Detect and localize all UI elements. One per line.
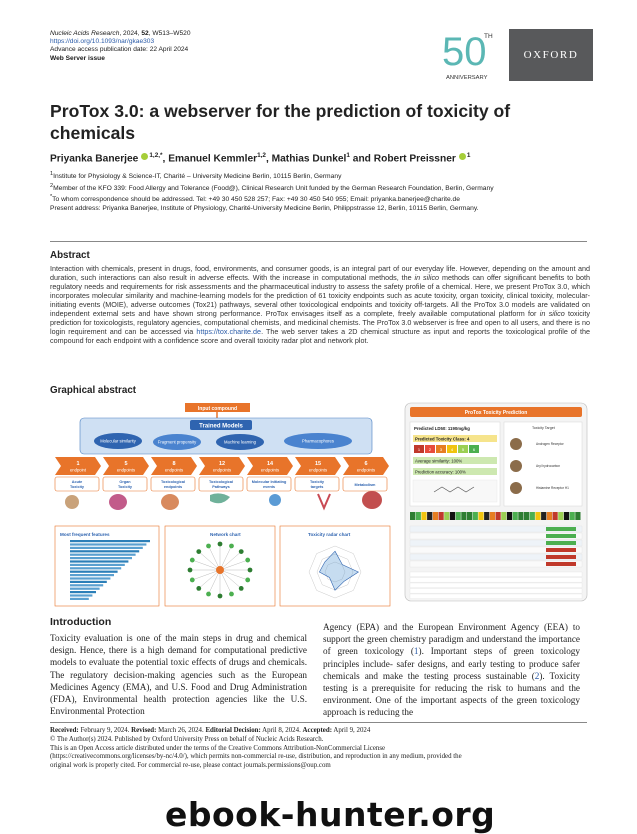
feature-bar	[70, 560, 128, 562]
category-label: targets	[310, 485, 324, 489]
strip-cell	[450, 512, 455, 520]
target-label: Androgen Receptor	[536, 442, 564, 446]
strip-cell	[496, 512, 501, 520]
organ-icon	[109, 494, 127, 510]
endpoint-label: endpoints	[164, 467, 184, 473]
table-status-cell	[546, 555, 576, 559]
model-label: Machine learning	[224, 439, 256, 445]
target-label: Histamine Receptor H1	[536, 486, 569, 490]
category-label: Toxicity	[309, 480, 325, 484]
orcid-icon[interactable]	[141, 153, 148, 160]
network-node	[239, 549, 244, 554]
paper-title: ProTox 3.0: a webserver for the prediction of toxicity of chemicals	[50, 101, 511, 143]
endpoint-label: endpoints	[260, 467, 280, 473]
table-status-cell	[546, 527, 576, 531]
category-label: Molecular Initiating	[251, 480, 287, 484]
strip-cell	[535, 512, 540, 520]
class-cell-label: 5	[461, 447, 465, 452]
class-cell-label: 3	[439, 447, 443, 452]
strip-cell	[524, 512, 529, 520]
network-chart	[188, 542, 253, 599]
feature-bar	[70, 554, 136, 556]
strip-cell	[518, 512, 523, 520]
author-4[interactable]: Robert Preissner	[373, 153, 456, 165]
network-node	[196, 586, 201, 591]
network-node	[229, 544, 234, 549]
author-list: Priyanka Banerjee $^{1,2,*}$, Emanuel Kemmler$^{1,2}$, Mathias Dunkel$^1$ and Robert Preissner $^1$	[50, 152, 471, 165]
category-label: Acute	[71, 480, 83, 484]
network-node	[196, 549, 201, 554]
category-label: Pathways	[212, 485, 230, 489]
strip-cell	[484, 512, 489, 520]
class-cell-label: 1	[417, 447, 421, 452]
strip-cell	[490, 512, 495, 520]
license-line: (https://creativecommons.org/licenses/by-nc/4.0/), which permits non-commercial re-use, distribution, and reproduction in any medium, provided the	[50, 753, 462, 761]
table-row	[410, 583, 582, 588]
article-footer	[50, 727, 595, 771]
orcid-icon[interactable]	[459, 153, 466, 160]
input-compound-label: Input compound	[197, 406, 238, 412]
network-center-node	[216, 566, 224, 574]
network-node	[206, 592, 211, 597]
table-row	[410, 589, 582, 594]
affiliation-1: $^1$Institute for Physiology & Science-IT, Charité – University Medicine Berlin, 10115 Berlin, Germany	[50, 171, 342, 181]
panel-title: Toxicity radar chart	[308, 532, 351, 537]
abstract-text: Interaction with chemicals, present in drugs, food, environments, and consumer goods, is an integral part of our everyday life. However, depending on the amount and duration, such interactions can also result in adverse effects. With the increase in computational methods, the in silico methods can offer significant benefits to both regulatory needs and requirements for risk assessments and the pharmaceutical industry to assess the safety profile of a chemical. Here, we present ProTox 3.0, which incorporates molecular similarity and machine-learning models for the prediction of 61 toxicity endpoints such as acute toxicity, organ toxicity, clinical toxicity, molecular-initiating events (MOIE), adverse outcomes (Tox21) pathways, several other toxicological endpoints and toxicity off-targets. All the ProTox 3.0 models are validated on independent external sets and have shown strong performance. ProTox envisages itself as a complete, freely available computational platform for in silico toxicity prediction for toxicologists, regulatory agencies, computational chemists, and medicinal chemists. The ProTox 3.0 webserver is free and open to all users, and there is no login requirement and can be accessed via https://tox.charite.de. The web server takes a 2D chemical structure as input and reports the toxicological profile of the compound for each endpoint with a confidence score and overall toxicity radar plot and network plot.	[50, 264, 591, 345]
strip-cell	[541, 512, 546, 520]
table-status-cell	[546, 534, 576, 538]
correspondence: *To whom correspondence should be addressed. Tel: +49 30 450 528 257; Fax: +49 30 450 540 955; Email: priyanka.banerjee@charite.de	[50, 194, 460, 204]
protein-icon	[510, 460, 522, 472]
category-label: events	[262, 485, 276, 489]
organ-icon	[161, 494, 179, 510]
feature-bar	[70, 550, 139, 552]
toxicity-class: Predicted Toxicity Class: 4	[415, 436, 470, 442]
endpoint-count: 8	[172, 461, 176, 467]
strip-cell	[507, 512, 512, 520]
anniversary-suffix: TH	[484, 33, 493, 40]
feature-bar	[70, 564, 125, 566]
endpoint-count: 15	[314, 461, 322, 467]
panel-title: Network chart	[210, 532, 241, 537]
license-line: This is an Open Access article distributed under the terms of the Creative Commons Attribution-NonCommercial License	[50, 744, 386, 752]
section-divider	[50, 241, 587, 242]
webserver-link[interactable]: https://tox.charite.de	[196, 327, 262, 336]
category-label: Organ	[119, 480, 131, 484]
strip-cell	[547, 512, 552, 520]
table-status-cell	[546, 548, 576, 552]
table-status-cell	[546, 562, 576, 566]
strip-cell	[553, 512, 558, 520]
network-node	[229, 592, 234, 597]
ld50-value: Predicted LD50: 1190mg/kg	[414, 426, 470, 431]
strip-cell	[575, 512, 580, 520]
model-label: Molecular similarity	[100, 438, 136, 444]
prediction-title: ProTox Toxicity Prediction	[464, 410, 528, 416]
endpoint-count: 5	[124, 461, 128, 467]
endpoint-count: 12	[218, 461, 226, 467]
author-2[interactable]: Emanuel Kemmler	[168, 153, 258, 165]
present-address: Present address: Priyanka Banerjee, Institute of Physiology, Charité-University Medicine Berlin, Philippstrasse 12, Berlin, 10115 Berlin, Germany.	[50, 204, 479, 212]
pathway-icon	[210, 493, 230, 503]
table-row	[410, 578, 582, 583]
reference-link[interactable]: 1	[413, 646, 419, 657]
category-label: Toxicity	[117, 485, 133, 489]
strip-cell	[501, 512, 506, 520]
network-node	[190, 578, 195, 583]
structure-preview	[413, 480, 497, 502]
footer-divider	[50, 722, 587, 723]
organ-illustrations	[65, 491, 382, 510]
feature-bar	[70, 574, 114, 576]
affiliations	[50, 170, 590, 213]
network-node	[190, 558, 195, 563]
network-node	[239, 586, 244, 591]
strip-cell	[564, 512, 569, 520]
network-node	[218, 594, 223, 599]
strip-cell	[467, 512, 472, 520]
strip-cell	[456, 512, 461, 520]
strip-cell	[421, 512, 426, 520]
feature-bar	[70, 591, 96, 593]
network-node	[206, 544, 211, 549]
anniversary-number: 50	[442, 30, 487, 74]
abstract-heading: Abstract	[50, 250, 90, 261]
panel-title: Most frequent features	[60, 532, 110, 537]
journal-header: Nucleic Acids Research, 2024, 52, W513–W520 https://doi.org/10.1093/nar/gkae303 Advance access publication date: 22 April 2024 Web Server issue	[50, 30, 191, 62]
watermark: ebook-hunter.org	[165, 795, 496, 834]
feature-bar	[70, 540, 150, 542]
endpoint-count: 14	[266, 461, 274, 467]
feature-bar	[70, 584, 103, 586]
endpoint-label: endpoints	[308, 467, 328, 473]
category-label: Metabolism	[354, 483, 376, 487]
result-table	[410, 526, 582, 599]
strip-cell	[461, 512, 466, 520]
protein-icon	[510, 438, 522, 450]
dates-line: Received: February 9, 2024. Revised: March 26, 2024. Editorial Decision: April 8, 2024. Accepted: April 9, 2024	[50, 727, 371, 734]
strip-cell	[433, 512, 438, 520]
feature-bar	[70, 547, 143, 549]
endpoint-count: 6	[364, 461, 368, 467]
strip-cell	[410, 512, 415, 520]
strip-cell	[439, 512, 444, 520]
feature-bar	[70, 543, 146, 545]
target-header: Toxicity Target	[532, 426, 555, 430]
network-node	[245, 578, 250, 583]
network-node	[218, 542, 223, 547]
endpoint-label: endpoints	[116, 467, 136, 473]
feature-bar	[70, 577, 110, 579]
intro-column-1: Toxicity evaluation is one of the main steps in drug and chemical design. Hence, there is a high demand for computational predictive models to evaluate the potential toxic effects of drugs and chemicals. The regulatory decision-making agencies such as the European Medicines Agency (EMA), and U.S. Food and Drug Administration (FDA), Environmental health protection agencies like the U.S. Environmental Protection	[50, 633, 307, 717]
body-icon	[65, 495, 79, 509]
feature-bar	[70, 594, 92, 596]
table-status-cell	[546, 541, 576, 545]
anniversary-text: ANNIVERSARY	[446, 75, 488, 81]
feature-bar	[70, 598, 89, 600]
strip-cell	[513, 512, 518, 520]
endpoint-label: endpoints	[356, 467, 376, 473]
volume: 52	[141, 30, 149, 37]
graphical-abstract-workflow	[50, 400, 395, 608]
network-node	[188, 568, 193, 573]
copyright: © The Author(s) 2024. Published by Oxford University Press on behalf of Nucleic Acids Research.	[50, 735, 324, 743]
feature-bar	[70, 567, 121, 569]
average-similarity: Average similarity: 100%	[415, 458, 463, 464]
strip-cell	[473, 512, 478, 520]
endpoint-label: endpoint	[69, 467, 87, 473]
advance-access-date: Advance access publication date: 22 April 2024	[50, 46, 189, 54]
oxford-logo: OXFORD	[509, 29, 593, 81]
class-cell-label: 2	[428, 447, 432, 452]
strip-cell	[570, 512, 575, 520]
endpoint-count: 1	[76, 461, 80, 467]
reference-link[interactable]: 2	[534, 670, 540, 681]
endpoint-label: endpoints	[212, 467, 232, 473]
network-node	[245, 558, 250, 563]
category-label: Toxicological	[161, 480, 185, 484]
journal-name: Nucleic Acids Research	[50, 30, 120, 37]
prediction-accuracy: Prediction accuracy: 100%	[415, 469, 466, 475]
category-label: Toxicological	[209, 480, 233, 484]
introduction-heading: Introduction	[50, 616, 112, 628]
strip-cell	[478, 512, 483, 520]
trained-models-label: Trained Models	[199, 423, 243, 430]
target-label: Aryl hydrocarbon	[536, 464, 561, 468]
feature-bar	[70, 571, 118, 573]
model-label: Fragment propensity	[157, 439, 197, 445]
feature-bar	[70, 557, 132, 559]
table-row	[410, 572, 582, 577]
license-line: original work is properly cited. For commercial re-use, please contact journals.permissions@oup.com	[50, 762, 331, 770]
feature-bar	[70, 581, 107, 583]
network-node	[248, 568, 253, 573]
lungs-icon	[362, 491, 382, 509]
author-3[interactable]: Mathias Dunkel	[271, 153, 347, 165]
class-cell-label: 6	[472, 447, 476, 452]
doi-link[interactable]: https://doi.org/10.1093/nar/gkae303	[50, 38, 155, 46]
graphical-abstract-heading: Graphical abstract	[50, 385, 137, 396]
strip-cell	[530, 512, 535, 520]
author-1[interactable]: Priyanka Banerjee	[50, 153, 139, 165]
feature-bar	[70, 588, 100, 590]
issue-label: Web Server issue	[50, 54, 105, 62]
strip-cell	[558, 512, 563, 520]
strip-cell	[444, 512, 449, 520]
category-label: Toxicity	[69, 485, 85, 489]
protein-icon	[510, 482, 522, 494]
affiliation-2: $^2$Member of the KFO 339: Food Allergy and Tolerance (Food@), Clinical Research Unit funded by the German Research Foundation, Berlin, Germany	[50, 182, 494, 192]
target-icon	[318, 494, 330, 508]
prediction-result-panel	[404, 402, 588, 602]
anniversary-logo	[441, 27, 497, 81]
class-cell-label: 4	[450, 447, 454, 452]
intro-column-2: Agency (EPA) and the European Environment Agency (EEA) to support the green chemistry paradigm and understand the importance of green toxicology (1). Important steps of green toxicology principles include- safer designs, and early testing to produce safer chemicals and make the testing process sustainable (2). Toxicity testing is a prerequisite for reducing the risk to humans and the environment. One of the important aspects of the green toxicology approach is reducing the	[323, 622, 580, 718]
strip-cell	[427, 512, 432, 520]
strip-cell	[416, 512, 421, 520]
model-label: Pharmacophores	[302, 438, 334, 444]
molecule-icon	[269, 494, 281, 506]
table-row	[410, 594, 582, 599]
category-label: endpoints	[163, 485, 183, 489]
